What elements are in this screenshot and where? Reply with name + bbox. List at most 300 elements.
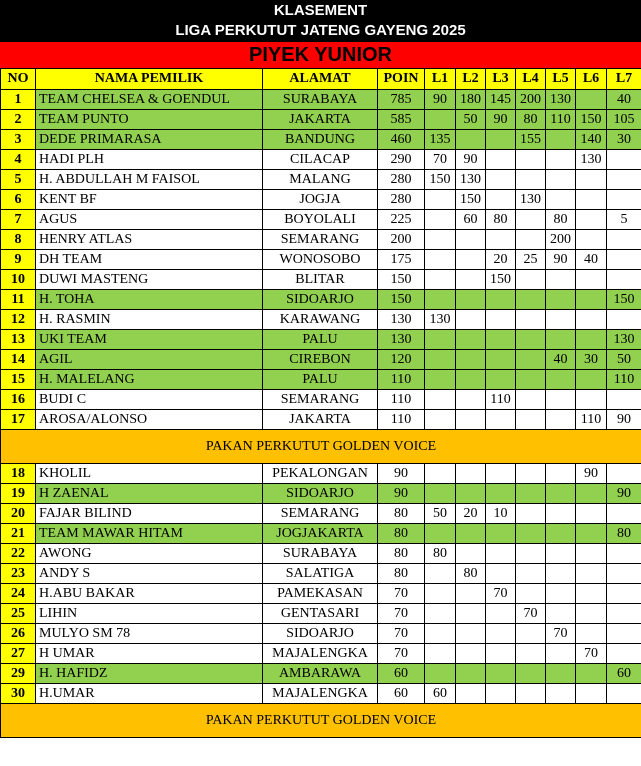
- row-l2: 50: [456, 110, 486, 130]
- row-no: 14: [1, 350, 36, 370]
- table-row: [1, 584, 641, 604]
- row-l3: 10: [486, 504, 516, 524]
- table-row: [1, 664, 641, 684]
- row-l1: [425, 584, 456, 604]
- row-l3: 90: [486, 110, 516, 130]
- row-l3: [486, 564, 516, 584]
- row-l2: [456, 684, 486, 704]
- row-no: 16: [1, 390, 36, 410]
- row-l4: 155: [516, 130, 546, 150]
- row-l2: 20: [456, 504, 486, 524]
- table-row: [1, 484, 641, 504]
- row-l3: 20: [486, 250, 516, 270]
- row-l4: [516, 150, 546, 170]
- col-header-l4: L4: [516, 69, 546, 90]
- row-poin: 120: [378, 350, 425, 370]
- row-l4: [516, 524, 546, 544]
- row-city: SEMARANG: [263, 504, 378, 524]
- row-city: PALU: [263, 330, 378, 350]
- row-l3: [486, 484, 516, 504]
- row-l2: 60: [456, 210, 486, 230]
- row-no: 19: [1, 484, 36, 504]
- row-l5: [546, 130, 576, 150]
- row-no: 25: [1, 604, 36, 624]
- row-l7: [607, 390, 641, 410]
- row-l6: [576, 270, 607, 290]
- row-name: MULYO SM 78: [36, 624, 263, 644]
- category-banner: PIYEK YUNIOR: [0, 41, 641, 68]
- row-poin: 150: [378, 290, 425, 310]
- row-l3: [486, 604, 516, 624]
- row-name: H.ABU BAKAR: [36, 584, 263, 604]
- table-row: [1, 110, 641, 130]
- row-poin: 110: [378, 390, 425, 410]
- row-l7: 90: [607, 484, 641, 504]
- row-city: JOGJAKARTA: [263, 524, 378, 544]
- row-l1: [425, 230, 456, 250]
- row-l1: [425, 624, 456, 644]
- row-l7: [607, 190, 641, 210]
- row-l1: [425, 270, 456, 290]
- row-no: 17: [1, 410, 36, 430]
- row-no: 21: [1, 524, 36, 544]
- row-poin: 280: [378, 190, 425, 210]
- row-l7: [607, 250, 641, 270]
- title-line-1: KLASEMENT: [0, 0, 641, 21]
- row-l5: [546, 564, 576, 584]
- row-poin: 150: [378, 270, 425, 290]
- row-name: H. TOHA: [36, 290, 263, 310]
- col-header-l1: L1: [425, 69, 456, 90]
- row-l1: [425, 644, 456, 664]
- row-poin: 80: [378, 504, 425, 524]
- table-row: [1, 390, 641, 410]
- row-no: 29: [1, 664, 36, 684]
- row-l2: [456, 350, 486, 370]
- row-l4: [516, 310, 546, 330]
- row-l2: 130: [456, 170, 486, 190]
- row-name: H. HAFIDZ: [36, 664, 263, 684]
- row-l4: [516, 330, 546, 350]
- row-l5: 90: [546, 250, 576, 270]
- table-row: [1, 604, 641, 624]
- row-no: 6: [1, 190, 36, 210]
- row-l7: [607, 230, 641, 250]
- table-row: [1, 210, 641, 230]
- row-l3: [486, 230, 516, 250]
- row-l1: [425, 350, 456, 370]
- row-l6: [576, 524, 607, 544]
- row-l6: [576, 484, 607, 504]
- row-l1: 60: [425, 684, 456, 704]
- row-city: SURABAYA: [263, 544, 378, 564]
- row-l5: [546, 524, 576, 544]
- row-l1: [425, 330, 456, 350]
- row-no: 20: [1, 504, 36, 524]
- row-l2: [456, 604, 486, 624]
- row-l4: [516, 230, 546, 250]
- col-header-l2: L2: [456, 69, 486, 90]
- row-l3: [486, 544, 516, 564]
- row-l4: [516, 644, 546, 664]
- row-l2: [456, 130, 486, 150]
- row-name: BUDI C: [36, 390, 263, 410]
- row-l1: [425, 370, 456, 390]
- row-l7: [607, 544, 641, 564]
- row-l7: 110: [607, 370, 641, 390]
- row-l6: [576, 290, 607, 310]
- row-name: TEAM MAWAR HITAM: [36, 524, 263, 544]
- row-l5: 40: [546, 350, 576, 370]
- row-no: 24: [1, 584, 36, 604]
- row-poin: 80: [378, 524, 425, 544]
- row-l1: [425, 464, 456, 484]
- row-l7: [607, 644, 641, 664]
- row-l2: [456, 584, 486, 604]
- row-no: 1: [1, 90, 36, 110]
- row-poin: 90: [378, 464, 425, 484]
- row-name: AWONG: [36, 544, 263, 564]
- row-l2: [456, 410, 486, 430]
- row-poin: 225: [378, 210, 425, 230]
- table-row: [1, 270, 641, 290]
- col-header-no: NO: [1, 69, 36, 90]
- row-l2: [456, 644, 486, 664]
- row-city: MAJALENGKA: [263, 644, 378, 664]
- row-l1: 70: [425, 150, 456, 170]
- row-l6: [576, 370, 607, 390]
- table-row: [1, 190, 641, 210]
- row-city: WONOSOBO: [263, 250, 378, 270]
- row-l5: [546, 150, 576, 170]
- row-l7: [607, 584, 641, 604]
- row-l3: [486, 190, 516, 210]
- row-no: 22: [1, 544, 36, 564]
- row-poin: 60: [378, 684, 425, 704]
- row-l7: [607, 604, 641, 624]
- row-l5: 200: [546, 230, 576, 250]
- row-l4: [516, 684, 546, 704]
- row-city: KARAWANG: [263, 310, 378, 330]
- row-l3: [486, 150, 516, 170]
- row-l4: [516, 624, 546, 644]
- row-name: AROSA/ALONSO: [36, 410, 263, 430]
- row-l3: [486, 130, 516, 150]
- row-l1: 90: [425, 90, 456, 110]
- row-city: BLITAR: [263, 270, 378, 290]
- row-city: PEKALONGAN: [263, 464, 378, 484]
- row-l2: [456, 250, 486, 270]
- table-row: [1, 524, 641, 544]
- row-l6: 40: [576, 250, 607, 270]
- row-poin: 130: [378, 310, 425, 330]
- row-poin: 290: [378, 150, 425, 170]
- table-row: [1, 410, 641, 430]
- row-l4: 25: [516, 250, 546, 270]
- row-l3: 80: [486, 210, 516, 230]
- row-l1: [425, 410, 456, 430]
- row-l3: [486, 290, 516, 310]
- row-city: CILACAP: [263, 150, 378, 170]
- row-name: H.UMAR: [36, 684, 263, 704]
- row-l6: [576, 170, 607, 190]
- row-l4: 80: [516, 110, 546, 130]
- row-l1: [425, 484, 456, 504]
- row-l2: [456, 270, 486, 290]
- row-l3: [486, 644, 516, 664]
- row-l5: [546, 504, 576, 524]
- row-l4: [516, 664, 546, 684]
- row-name: TEAM PUNTO: [36, 110, 263, 130]
- row-no: 27: [1, 644, 36, 664]
- row-city: BANDUNG: [263, 130, 378, 150]
- row-name: H. MALELANG: [36, 370, 263, 390]
- row-city: AMBARAWA: [263, 664, 378, 684]
- row-name: H. ABDULLAH M FAISOL: [36, 170, 263, 190]
- sponsor-label-1: PAKAN PERKUTUT GOLDEN VOICE: [1, 430, 641, 464]
- row-l7: 150: [607, 290, 641, 310]
- row-l4: [516, 290, 546, 310]
- row-l2: [456, 664, 486, 684]
- table-row: [1, 230, 641, 250]
- row-no: 9: [1, 250, 36, 270]
- row-l7: [607, 684, 641, 704]
- col-header-city: ALAMAT: [263, 69, 378, 90]
- row-name: UKI TEAM: [36, 330, 263, 350]
- row-name: FAJAR BILIND: [36, 504, 263, 524]
- row-no: 5: [1, 170, 36, 190]
- sponsor-row: [1, 430, 641, 464]
- row-city: JOGJA: [263, 190, 378, 210]
- standings-table: [0, 68, 641, 738]
- row-name: HADI PLH: [36, 150, 263, 170]
- row-l7: 40: [607, 90, 641, 110]
- row-l7: [607, 624, 641, 644]
- table-row: [1, 464, 641, 484]
- row-l5: [546, 330, 576, 350]
- row-l1: 150: [425, 170, 456, 190]
- row-no: 7: [1, 210, 36, 230]
- row-l5: [546, 644, 576, 664]
- row-l3: [486, 310, 516, 330]
- row-l1: [425, 564, 456, 584]
- row-l1: [425, 390, 456, 410]
- row-l3: [486, 524, 516, 544]
- row-poin: 280: [378, 170, 425, 190]
- row-no: 26: [1, 624, 36, 644]
- row-name: KENT BF: [36, 190, 263, 210]
- row-l6: [576, 190, 607, 210]
- row-city: JAKARTA: [263, 110, 378, 130]
- sponsor-label-2: PAKAN PERKUTUT GOLDEN VOICE: [1, 704, 641, 738]
- row-l6: [576, 90, 607, 110]
- row-poin: 585: [378, 110, 425, 130]
- row-no: 8: [1, 230, 36, 250]
- row-l5: [546, 484, 576, 504]
- row-l2: 180: [456, 90, 486, 110]
- row-l6: 110: [576, 410, 607, 430]
- row-l2: [456, 230, 486, 250]
- row-l3: 110: [486, 390, 516, 410]
- row-city: MAJALENGKA: [263, 684, 378, 704]
- row-l7: 50: [607, 350, 641, 370]
- table-row: [1, 90, 641, 110]
- row-l4: [516, 210, 546, 230]
- row-poin: 80: [378, 564, 425, 584]
- row-l5: 70: [546, 624, 576, 644]
- row-l4: [516, 390, 546, 410]
- col-header-l5: L5: [546, 69, 576, 90]
- row-l2: [456, 310, 486, 330]
- row-l1: [425, 210, 456, 230]
- row-name: LIHIN: [36, 604, 263, 624]
- row-l6: 150: [576, 110, 607, 130]
- header-row: [1, 69, 641, 90]
- row-l1: [425, 604, 456, 624]
- row-l7: [607, 310, 641, 330]
- table-row: [1, 644, 641, 664]
- row-l1: 135: [425, 130, 456, 150]
- row-city: SIDOARJO: [263, 484, 378, 504]
- row-city: BOYOLALI: [263, 210, 378, 230]
- table-row: [1, 170, 641, 190]
- col-header-poin: POIN: [378, 69, 425, 90]
- row-l7: 5: [607, 210, 641, 230]
- row-l1: 80: [425, 544, 456, 564]
- row-no: 18: [1, 464, 36, 484]
- row-name: H. RASMIN: [36, 310, 263, 330]
- row-l4: 70: [516, 604, 546, 624]
- row-l5: [546, 664, 576, 684]
- row-poin: 460: [378, 130, 425, 150]
- row-l4: [516, 464, 546, 484]
- row-l6: [576, 330, 607, 350]
- row-no: 30: [1, 684, 36, 704]
- table-row: [1, 504, 641, 524]
- row-poin: 90: [378, 484, 425, 504]
- row-l2: 90: [456, 150, 486, 170]
- row-l6: [576, 210, 607, 230]
- table-row: [1, 330, 641, 350]
- table-row: [1, 310, 641, 330]
- row-l7: [607, 270, 641, 290]
- sponsor-row: [1, 704, 641, 738]
- row-city: SALATIGA: [263, 564, 378, 584]
- row-l5: [546, 464, 576, 484]
- table-row: [1, 150, 641, 170]
- row-l2: [456, 544, 486, 564]
- row-l5: [546, 604, 576, 624]
- row-no: 15: [1, 370, 36, 390]
- row-l7: 30: [607, 130, 641, 150]
- table-row: [1, 564, 641, 584]
- row-name: H UMAR: [36, 644, 263, 664]
- row-l4: [516, 410, 546, 430]
- col-header-name: NAMA PEMILIK: [36, 69, 263, 90]
- row-l6: [576, 684, 607, 704]
- row-l3: [486, 664, 516, 684]
- col-header-l6: L6: [576, 69, 607, 90]
- row-l6: [576, 584, 607, 604]
- row-l2: [456, 524, 486, 544]
- row-poin: 175: [378, 250, 425, 270]
- row-l4: [516, 504, 546, 524]
- row-name: TEAM CHELSEA & GOENDUL: [36, 90, 263, 110]
- row-l3: [486, 170, 516, 190]
- row-l7: 60: [607, 664, 641, 684]
- row-l1: 50: [425, 504, 456, 524]
- col-header-l7: L7: [607, 69, 641, 90]
- row-no: 12: [1, 310, 36, 330]
- row-l6: [576, 664, 607, 684]
- row-l7: 130: [607, 330, 641, 350]
- row-poin: 130: [378, 330, 425, 350]
- row-l6: [576, 564, 607, 584]
- row-no: 4: [1, 150, 36, 170]
- row-no: 3: [1, 130, 36, 150]
- row-l6: [576, 624, 607, 644]
- row-name: H ZAENAL: [36, 484, 263, 504]
- row-l2: 80: [456, 564, 486, 584]
- row-l5: [546, 190, 576, 210]
- row-l2: [456, 290, 486, 310]
- row-l6: 70: [576, 644, 607, 664]
- row-l3: [486, 410, 516, 430]
- table-row: [1, 544, 641, 564]
- row-name: AGUS: [36, 210, 263, 230]
- table-body: [1, 90, 641, 738]
- row-l5: 130: [546, 90, 576, 110]
- row-l7: [607, 170, 641, 190]
- row-l7: 90: [607, 410, 641, 430]
- row-city: SIDOARJO: [263, 624, 378, 644]
- row-l1: [425, 190, 456, 210]
- row-l3: 145: [486, 90, 516, 110]
- row-l4: 130: [516, 190, 546, 210]
- table-row: [1, 684, 641, 704]
- row-l7: 80: [607, 524, 641, 544]
- row-l2: [456, 370, 486, 390]
- row-l3: [486, 370, 516, 390]
- col-header-l3: L3: [486, 69, 516, 90]
- row-l6: [576, 544, 607, 564]
- row-poin: 70: [378, 584, 425, 604]
- row-name: DUWI MASTENG: [36, 270, 263, 290]
- row-l6: 30: [576, 350, 607, 370]
- row-city: PAMEKASAN: [263, 584, 378, 604]
- row-l5: [546, 544, 576, 564]
- row-city: CIREBON: [263, 350, 378, 370]
- row-name: DEDE PRIMARASA: [36, 130, 263, 150]
- row-name: KHOLIL: [36, 464, 263, 484]
- row-l6: [576, 310, 607, 330]
- row-city: MALANG: [263, 170, 378, 190]
- row-l1: [425, 250, 456, 270]
- row-city: GENTASARI: [263, 604, 378, 624]
- row-poin: 80: [378, 544, 425, 564]
- row-l4: [516, 170, 546, 190]
- row-l5: 80: [546, 210, 576, 230]
- table-row: [1, 624, 641, 644]
- row-no: 10: [1, 270, 36, 290]
- row-l5: [546, 290, 576, 310]
- row-l6: [576, 504, 607, 524]
- table-row: [1, 250, 641, 270]
- row-l6: 130: [576, 150, 607, 170]
- table-row: [1, 130, 641, 150]
- row-l4: [516, 584, 546, 604]
- row-l4: [516, 270, 546, 290]
